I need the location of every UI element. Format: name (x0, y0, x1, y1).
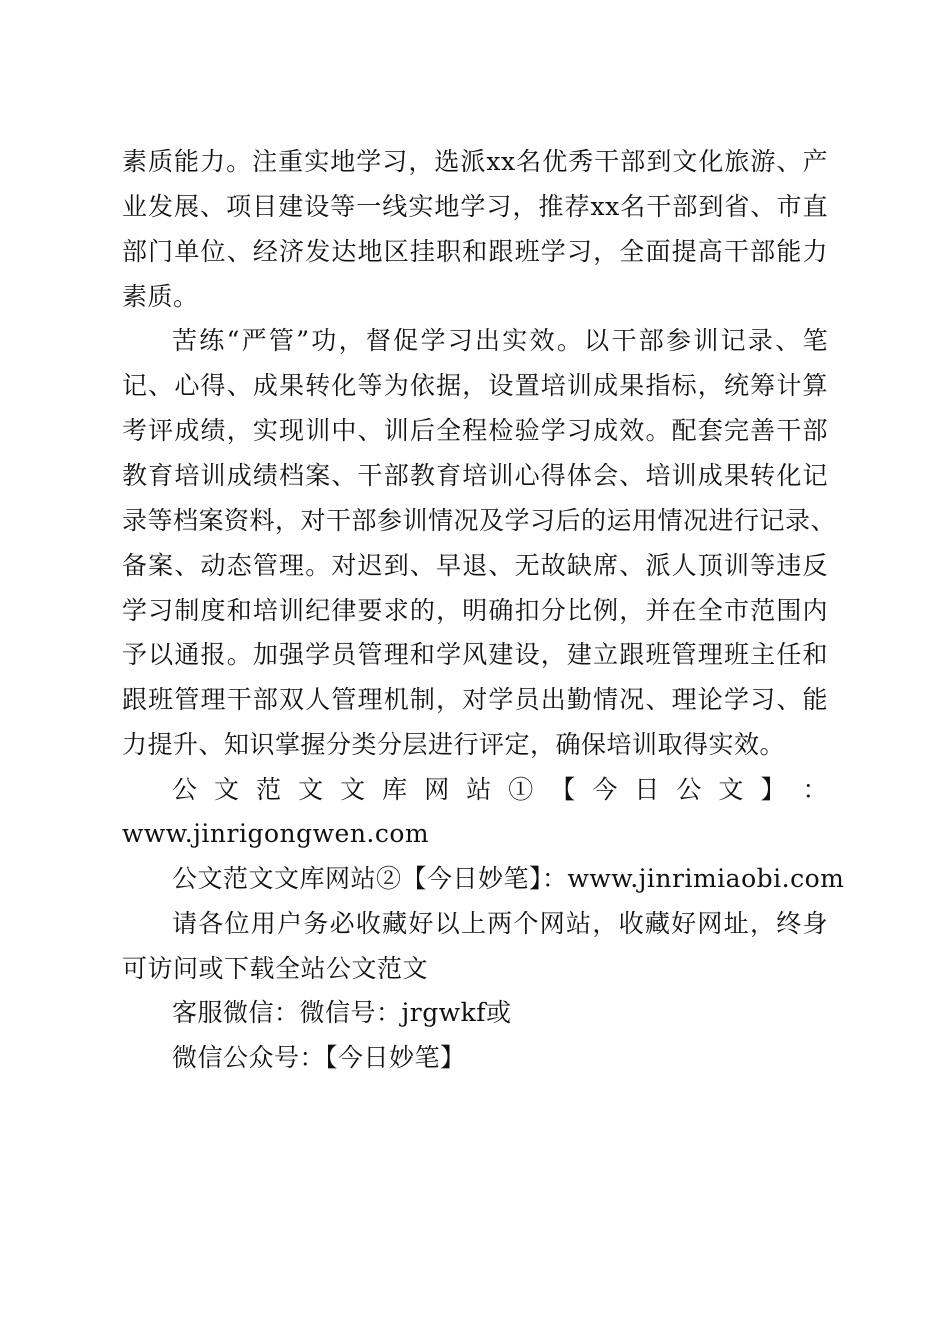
body-text-line: 部门单位、经济发达地区挂职和跟班学习，全面提高干部能力 (122, 237, 828, 266)
body-text-line: 予以通报。加强学员管理和学风建设，建立跟班管理班主任和 (122, 640, 828, 669)
body-text-line: 素质。 (122, 282, 199, 311)
body-text-line: 备案、动态管理。对迟到、早退、无故缺席、派人顶训等违反 (122, 551, 828, 580)
body-text-line: 学习制度和培训纪律要求的，明确扣分比例，并在全市范围内 (122, 596, 828, 625)
website-2-line[interactable]: 公文范文文库网站②【今日妙笔】：www.jinrimiaobi.com (172, 864, 845, 893)
body-text-line: 记、心得、成果转化等为依据，设置培训成果指标，统筹计算 (122, 371, 828, 400)
website-1-label: 公 文 范 文 文 库 网 站 ① 【 今 日 公 文 】 ： (172, 775, 828, 804)
paragraph-heading-line: 苦练“严管”功，督促学习出实效。以干部参训记录、笔 (172, 326, 828, 355)
bookmark-notice-line: 可访问或下载全站公文范文 (122, 954, 429, 983)
body-text-line: 素质能力。注重实地学习，选派xx名优秀干部到文化旅游、产 (122, 147, 828, 176)
body-text-line: 考评成绩，实现训中、训后全程检验学习成效。配套完善干部 (122, 416, 828, 445)
website-1-url[interactable]: www.jinrigongwen.com (122, 819, 430, 848)
customer-service-wechat: 客服微信：微信号：jrgwkf或 (172, 998, 512, 1027)
body-text-line: 录等档案资料，对干部参训情况及学习后的运用情况进行记录、 (122, 506, 837, 535)
bookmark-notice-line: 请各位用户务必收藏好以上两个网站，收藏好网址，终身 (172, 909, 828, 938)
body-text-line: 跟班管理干部双人管理机制，对学员出勤情况、理论学习、能 (122, 685, 828, 714)
body-text-line: 教育培训成绩档案、干部教育培训心得体会、培训成果转化记 (122, 461, 828, 490)
body-text-line: 力提升、知识掌握分类分层进行评定，确保培训取得实效。 (122, 730, 786, 759)
wechat-official-account: 微信公众号：【今日妙笔】 (172, 1043, 466, 1072)
body-text-line: 业发展、项目建设等一线实地学习，推荐xx名干部到省、市直 (122, 192, 828, 221)
